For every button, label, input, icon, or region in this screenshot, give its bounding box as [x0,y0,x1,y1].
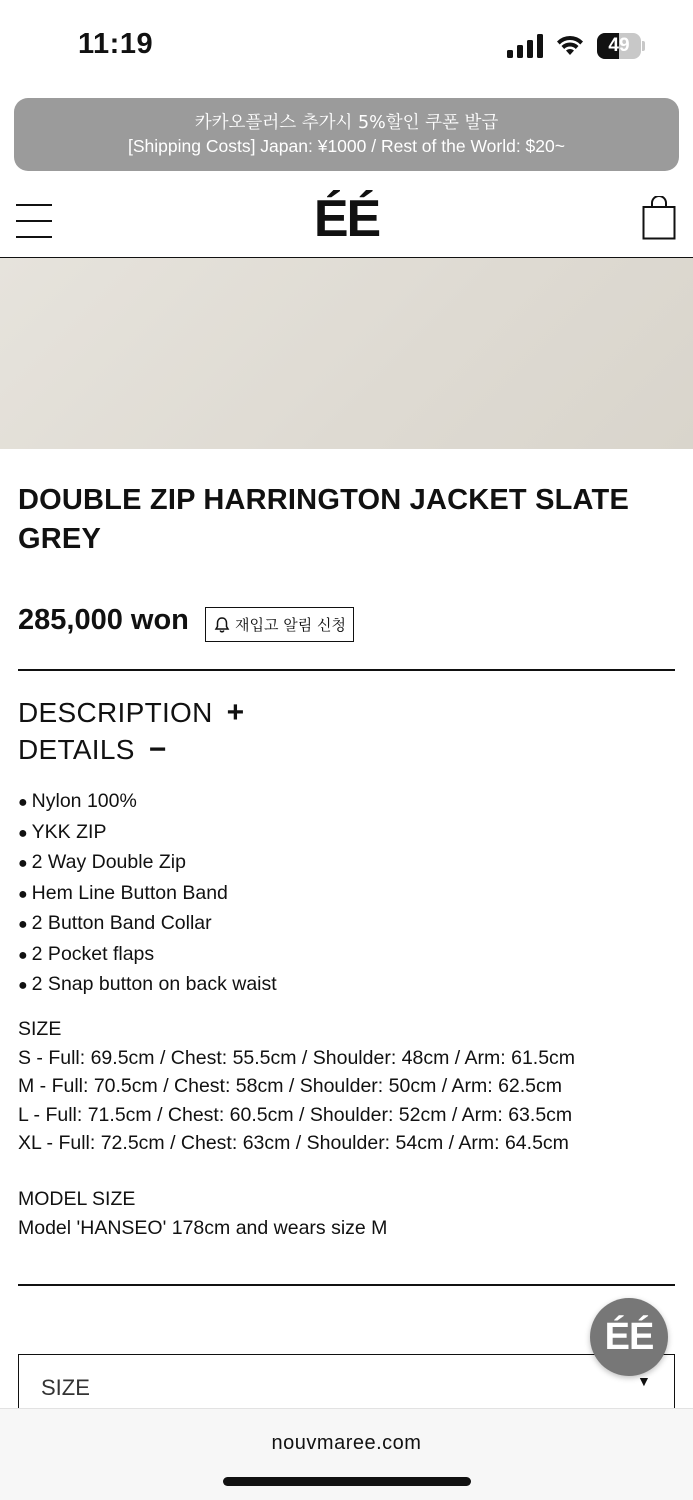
list-item: ● 2 Snap button on back waist [18,970,277,1001]
divider [18,1284,675,1286]
size-row: M - Full: 70.5cm / Chest: 58cm / Shoulder: 50cm / Arm: 62.5cm [18,1075,563,1097]
size-chart [18,1015,575,1158]
product-price: 285,000 won [18,604,189,636]
description-toggle[interactable] [18,696,244,730]
browser-address-bar[interactable] [0,1408,693,1500]
restock-notify-button[interactable] [205,607,354,642]
wifi-icon [555,33,585,57]
details-toggle[interactable] [18,733,167,767]
battery-icon [597,33,645,59]
list-item: ● 2 Button Band Collar [18,909,277,940]
url-text: nouvmaree.com [271,1432,422,1454]
divider [18,669,675,671]
list-item: ● Hem Line Button Band [18,879,277,910]
size-row: L - Full: 71.5cm / Chest: 60.5cm / Shoulder: 52cm / Arm: 63.5cm [18,1103,573,1126]
brand-logo[interactable]: ÉÉ [313,190,380,248]
brand-chat-button[interactable]: ÉÉ [590,1298,668,1376]
bell-icon [213,616,231,634]
minus-icon: − [148,733,167,766]
model-size-info [18,1185,387,1242]
model-size-text: Model 'HANSEO' 178cm and wears size M [18,1216,388,1239]
model-size-heading: MODEL SIZE [18,1188,136,1210]
announcement-banner[interactable] [14,98,679,171]
hamburger-menu-icon[interactable] [16,204,52,238]
size-select-label: SIZE [41,1375,90,1400]
list-item: ● 2 Pocket flaps [18,940,277,971]
product-image[interactable] [0,258,693,449]
chevron-down-icon: ▼ [637,1373,651,1389]
size-row: S - Full: 69.5cm / Chest: 55.5cm / Shoulder: 48cm / Arm: 61.5cm [18,1046,576,1069]
list-item: ● Nylon 100% [18,787,277,818]
home-indicator[interactable] [223,1477,471,1486]
details-label: DETAILS [18,734,135,765]
size-heading: SIZE [18,1018,62,1040]
cellular-signal-icon [507,34,543,58]
banner-shipping-text: [Shipping Costs] Japan: ¥1000 / Rest of the World: $20~ [128,136,565,156]
site-header [0,182,693,258]
list-item: ● YKK ZIP [18,818,277,849]
plus-icon: + [226,696,245,729]
status-time: 11:19 [78,28,154,60]
size-row: XL - Full: 72.5cm / Chest: 63cm / Shoulder: 54cm / Arm: 64.5cm [18,1132,569,1154]
restock-button-label: 재입고 알림 신청 [235,616,346,634]
status-bar [0,0,693,92]
details-bullet-list [18,787,277,1001]
list-item: ● 2 Way Double Zip [18,848,277,879]
product-title: DOUBLE ZIP HARRINGTON JACKET SLATE GREY [18,484,629,555]
battery-percentage: 49 [608,35,630,56]
description-label: DESCRIPTION [18,697,213,728]
banner-coupon-text: 카카오플러스 추가시 5%할인 쿠폰 발급 [194,113,499,133]
shopping-bag-icon[interactable] [642,196,676,240]
